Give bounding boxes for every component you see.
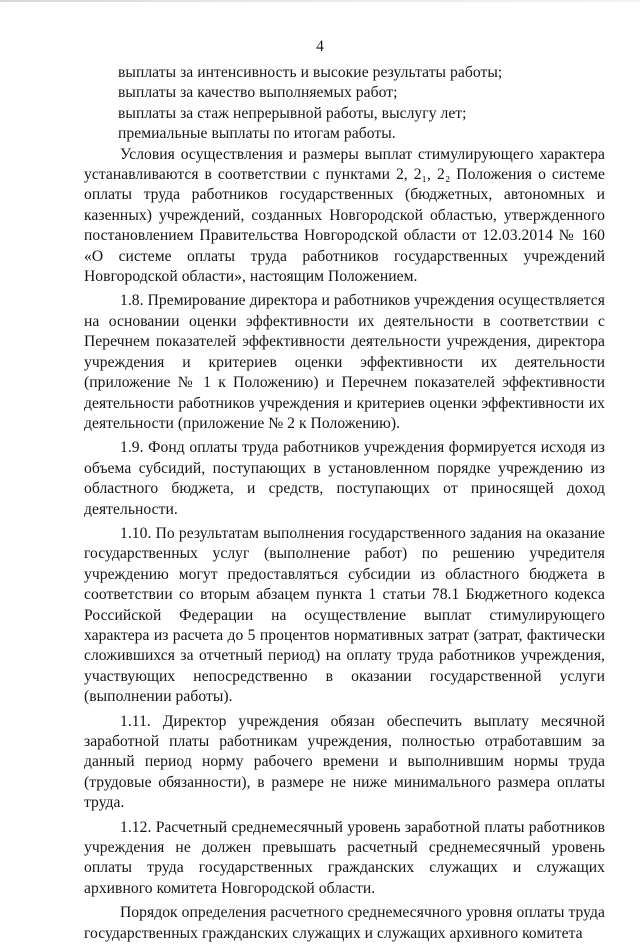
list-item: премиальные выплаты по итогам работы. bbox=[118, 125, 396, 143]
paragraph-procedure: Порядок определения расчетного среднемесячного уровня оплаты труда государственных гражданских служащих и служащих архивного комитета bbox=[84, 904, 605, 942]
page-number: 4 bbox=[316, 38, 324, 55]
list-item: выплаты за стаж непрерывной работы, выслугу лет; bbox=[118, 104, 467, 122]
paragraph-1-12: 1.12. Расчетный среднемесячный уровень заработной платы работников учреждения не должен превышать расчетный среднемесячный уровень оплаты труда государственных гражданских служащих и служащих архивного комитета Новгородской области. bbox=[84, 818, 605, 897]
paragraph-1-8: 1.8. Премирование директора и работников учреждения осуществляется на основании оценки эффективности их деятельности в соответствии с Перечнем показателей эффективности деятельности учреждения, директора учреждения и критериев оценки эффективности их деятельности (приложение № 1 к Положению) и Перечнем показателей эффективности деятельности работников учреждения и критериев оценки эффективности их деятельности (приложение № 2 к Положению). bbox=[84, 292, 605, 432]
scan-edge bbox=[0, 0, 640, 2]
list-item: выплаты за интенсивность и высокие результаты работы; bbox=[118, 64, 503, 81]
document-body bbox=[84, 63, 605, 944]
list-item: выплаты за качество выполняемых работ; bbox=[118, 84, 398, 102]
paragraph-stimulus-conditions: Условия осуществления и размеры выплат стимулирующего характера устанавливаются в соответствии с пунктами 2, 2₁, 2₂ Положения о системе оплаты труда работников государственных (бюджетных, автономных и казенных) учреждений, созданных Новгородской областью, утвержденного постановлением Правительства Новгородской области от 12.03.2014 № 160 «О системе оплаты труда работников государственных учреждений Новгородской области», настоящим Положением. bbox=[84, 145, 605, 286]
paragraph-1-10: 1.10. По результатам выполнения государственного задания на оказание государственных услуг (выполнение работ) по решению учредителя учреждению могут предоставляться субсидии из областного бюджета в соответствии со вторым абзацем пункта 1 статьи 78.1 Бюджетного кодекса Российской Федерации на осуществление выплат стимулирующего характера из расчета до 5 процентов нормативных затрат (затрат, фактически сложившихся за отчетный период) на оплату труда работников учреждения, участвующих непосредственно в оказании государственной услуги (выполнении работы). bbox=[84, 524, 605, 706]
paragraph-1-9: 1.9. Фонд оплаты труда работников учреждения формируется исходя из объема субсидий, поступающих в установленном порядке учреждению из областного бюджета, и средств, поступающих от приносящей доход деятельности. bbox=[84, 439, 605, 518]
paragraph-1-11: 1.11. Директор учреждения обязан обеспечить выплату месячной заработной платы работникам учреждения, полностью отработавшим за данный период норму рабочего времени и выполнившим нормы труда (трудовые обязанности), в размере не ниже минимального размера оплаты труда. bbox=[84, 712, 605, 812]
